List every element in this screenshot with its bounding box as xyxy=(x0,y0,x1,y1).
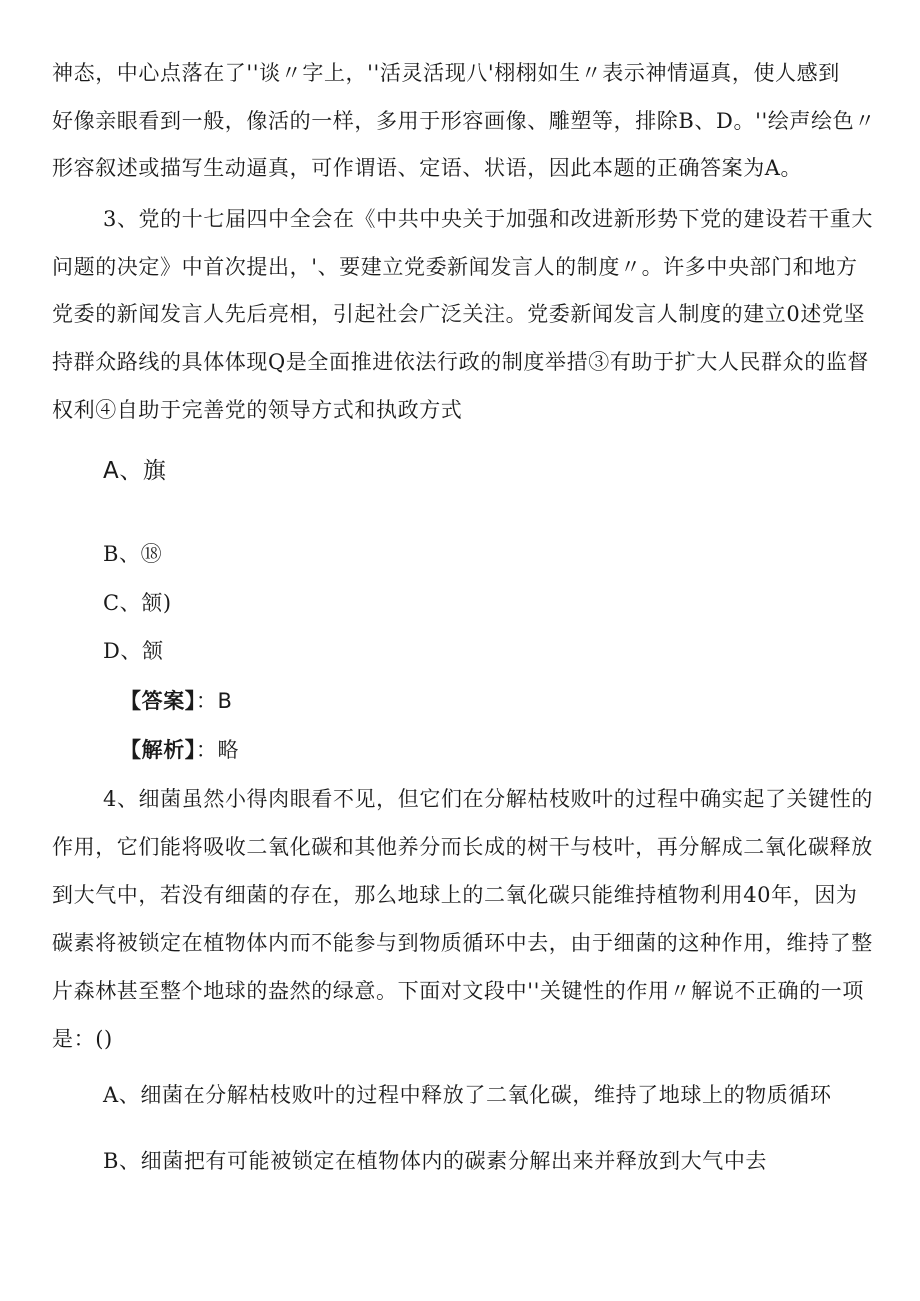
question-3-text: 权利④自助于完善党的领导方式和执政方式 xyxy=(52,398,463,422)
answer-value: ：B xyxy=(195,689,233,713)
question-3-analysis xyxy=(120,735,920,765)
question-4-text: 作用，它们能将吸收二氧化碳和其他养分而长成的树干与枝叶，再分解成二氧化碳释放 xyxy=(52,835,873,859)
question-3-text: 持群众路线的具体体现Q是全面推进依法行政的制度举措③有助于扩大人民群众的监督 xyxy=(52,350,870,374)
question-3-text: 3、党的十七届四中全会在《中共中央关于加强和改进新形势下党的建设若干重大 xyxy=(103,207,873,231)
paragraph-line: 好像亲眼看到一般，像活的一样，多用于形容画像、雕塑等，排除B、D。''绘声绘色〃 xyxy=(52,109,876,133)
paragraph-line: 形容叙述或描写生动逼真，可作谓语、定语、状语，因此本题的正确答案为A。 xyxy=(52,156,803,180)
question-4-text: 片森林甚至整个地球的盎然的绿意。下面对文段中''关键性的作用〃解说不正确的一项 xyxy=(52,979,864,1003)
question-4-text: 碳素将被锁定在植物体内而不能参与到物质循环中去，由于细菌的这种作用，维持了整 xyxy=(52,931,873,955)
question-4-option-a: A、细菌在分解枯枝败叶的过程中释放了二氧化碳，维持了地球上的物质循环 xyxy=(103,1083,832,1107)
question-3-text: 问题的决定》中首次提出，'、要建立党委新闻发言人的制度〃。许多中央部门和地方 xyxy=(52,255,858,279)
question-3-option-c: C、颔) xyxy=(103,591,172,615)
question-4-option-b: B、细菌把有可能被锁定在植物体内的碳素分解出来并释放到大气中去 xyxy=(103,1149,768,1173)
paragraph-line: 神态，中心点落在了''谈〃字上，''活灵活现八'栩栩如生〃表示神情逼真，使人感到 xyxy=(52,61,840,85)
question-3-answer xyxy=(120,686,920,716)
analysis-label: 【解析】 xyxy=(120,738,196,762)
question-3-option-b: B、⑱ xyxy=(103,542,163,566)
analysis-value: ：略 xyxy=(195,738,240,762)
question-4-text: 4、细菌虽然小得肉眼看不见，但它们在分解枯枝败叶的过程中确实起了关键性的 xyxy=(103,787,873,811)
answer-label: 【答案】 xyxy=(120,689,196,713)
question-4-text: 到大气中，若没有细菌的存在，那么地球上的二氧化碳只能维持植物利用40年，因为 xyxy=(52,883,858,907)
question-3-option-d: D、颔 xyxy=(103,639,164,663)
question-3-option-a: A、旗 xyxy=(103,458,167,484)
question-4-text: 是：() xyxy=(52,1027,113,1051)
question-3-text: 党委的新闻发言人先后亮相，引起社会广泛关注。党委新闻发言人制度的建立0述党坚 xyxy=(52,302,866,326)
